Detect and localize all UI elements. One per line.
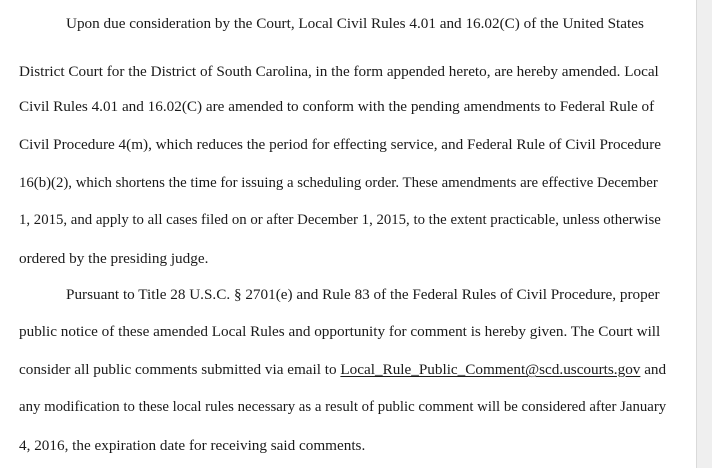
comment-instruction-text: consider all public comments submitted via email to (19, 361, 341, 378)
paragraph-2-line-3 (19, 360, 666, 380)
paragraph-1-line-2: District Court for the District of South Carolina, in the form appended hereto, are hereby amended. Local (19, 63, 659, 80)
right-margin-gutter (696, 0, 712, 468)
comment-instruction-tail: and (640, 361, 667, 378)
paragraph-1-line-1: Upon due consideration by the Court, Local Civil Rules 4.01 and 16.02(C) of the United States (66, 15, 644, 32)
paragraph-2-line-1: Pursuant to Title 28 U.S.C. § 2701(e) and Rule 83 of the Federal Rules of Civil Procedure, proper (66, 286, 660, 303)
public-comment-email-link[interactable]: Local_Rule_Public_Comment@scd.uscourts.gov (340, 361, 641, 378)
paragraph-2-line-4: any modification to these local rules necessary as a result of public comment will be considered after January (19, 399, 667, 415)
paragraph-2-line-2: public notice of these amended Local Rules and opportunity for comment is hereby given. The Court will (19, 323, 661, 340)
paragraph-1-line-5: 16(b)(2), which shortens the time for issuing a scheduling order. These amendments are effective December (19, 175, 658, 191)
paragraph-1-line-3: Civil Rules 4.01 and 16.02(C) are amended to conform with the pending amendments to Federal Rule of (19, 98, 655, 115)
paragraph-1-line-4: Civil Procedure 4(m), which reduces the period for effecting service, and Federal Rule of Civil Procedure (19, 136, 662, 153)
paragraph-2-line-5: 4, 2016, the expiration date for receiving said comments. (19, 437, 366, 454)
paragraph-1-line-6: 1, 2015, and apply to all cases filed on or after December 1, 2015, to the extent practicable, unless otherwise (19, 212, 661, 228)
paragraph-1-line-7: ordered by the presiding judge. (19, 250, 209, 267)
